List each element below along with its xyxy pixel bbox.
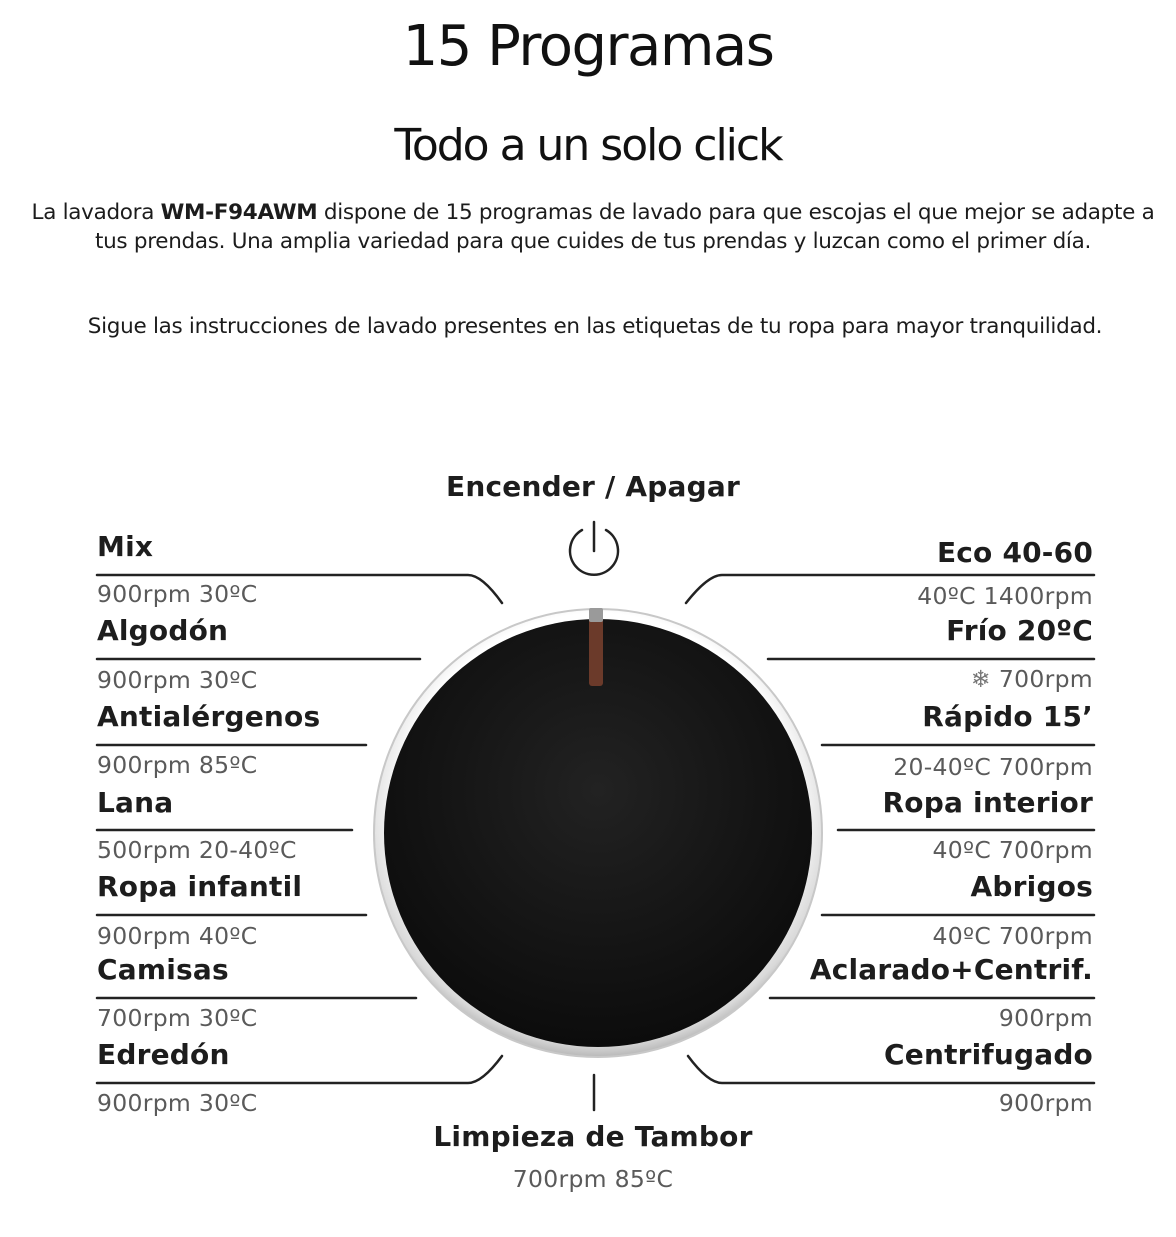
page-subtitle: Todo a un solo click	[394, 120, 782, 171]
program-mix: Mix	[97, 530, 154, 563]
program-limpieza-tambor-spec: 700rpm 85ºC	[512, 1165, 674, 1193]
program-abrigos-spec: 40ºC 700rpm	[932, 922, 1093, 950]
program-algodon-spec: 900rpm 30ºC	[97, 666, 258, 694]
program-algodon: Algodón	[97, 614, 229, 647]
program-frio-20-spec: 700rpm	[998, 665, 1093, 693]
page-title: 15 Programas	[402, 14, 774, 79]
care-note: Sigue las instrucciones de lavado presentes en las etiquetas de tu ropa para mayor tranquilidad.	[87, 314, 1103, 339]
program-ropa-infantil-spec: 900rpm 40ºC	[97, 922, 258, 950]
power-icon	[570, 522, 618, 575]
program-frio-20: Frío 20ºC	[946, 614, 1093, 647]
description-text-start: La lavadora	[31, 200, 161, 225]
program-antialergenos: Antialérgenos	[97, 700, 321, 733]
program-camisas-spec: 700rpm 30ºC	[97, 1004, 258, 1032]
program-ropa-infantil: Ropa infantil	[97, 870, 303, 903]
program-camisas: Camisas	[97, 953, 229, 986]
program-abrigos: Abrigos	[970, 870, 1093, 903]
program-ropa-interior: Ropa interior	[882, 786, 1093, 819]
program-ropa-interior-spec: 40ºC 700rpm	[932, 836, 1093, 864]
program-mix-spec: 900rpm 30ºC	[97, 580, 258, 608]
program-limpieza-tambor: Limpieza de Tambor	[433, 1120, 753, 1153]
program-edredon: Edredón	[97, 1038, 230, 1071]
program-eco-40-60: Eco 40-60	[936, 536, 1093, 569]
snowflake-icon: ❄	[970, 665, 991, 693]
program-aclarado-centrif: Aclarado+Centrif.	[809, 953, 1093, 986]
power-label: Encender / Apagar	[446, 470, 740, 503]
program-centrifugado: Centrifugado	[884, 1038, 1093, 1071]
program-rapido-15: Rápido 15’	[922, 700, 1093, 733]
program-frio-20-spec-row	[971, 665, 1093, 693]
model-name: WM-F94AWM	[160, 200, 318, 225]
description-text-end: dispone de 15 programas de lavado para que escojas el que mejor se adapte a tus prendas. Una amplia variedad para que cuides de tus prendas y luzcan como el primer día.	[94, 200, 1155, 254]
program-edredon-spec: 900rpm 30ºC	[97, 1089, 258, 1117]
program-lana: Lana	[97, 786, 174, 819]
program-antialergenos-spec: 900rpm 85ºC	[97, 751, 258, 779]
program-dial-knob[interactable]	[370, 605, 826, 1061]
program-centrifugado-spec: 900rpm	[998, 1089, 1093, 1117]
program-aclarado-centrif-spec: 900rpm	[998, 1004, 1093, 1032]
program-lana-spec: 500rpm 20-40ºC	[97, 836, 297, 864]
program-rapido-15-spec: 20-40ºC 700rpm	[893, 753, 1093, 781]
program-eco-40-60-spec: 40ºC 1400rpm	[917, 582, 1093, 610]
